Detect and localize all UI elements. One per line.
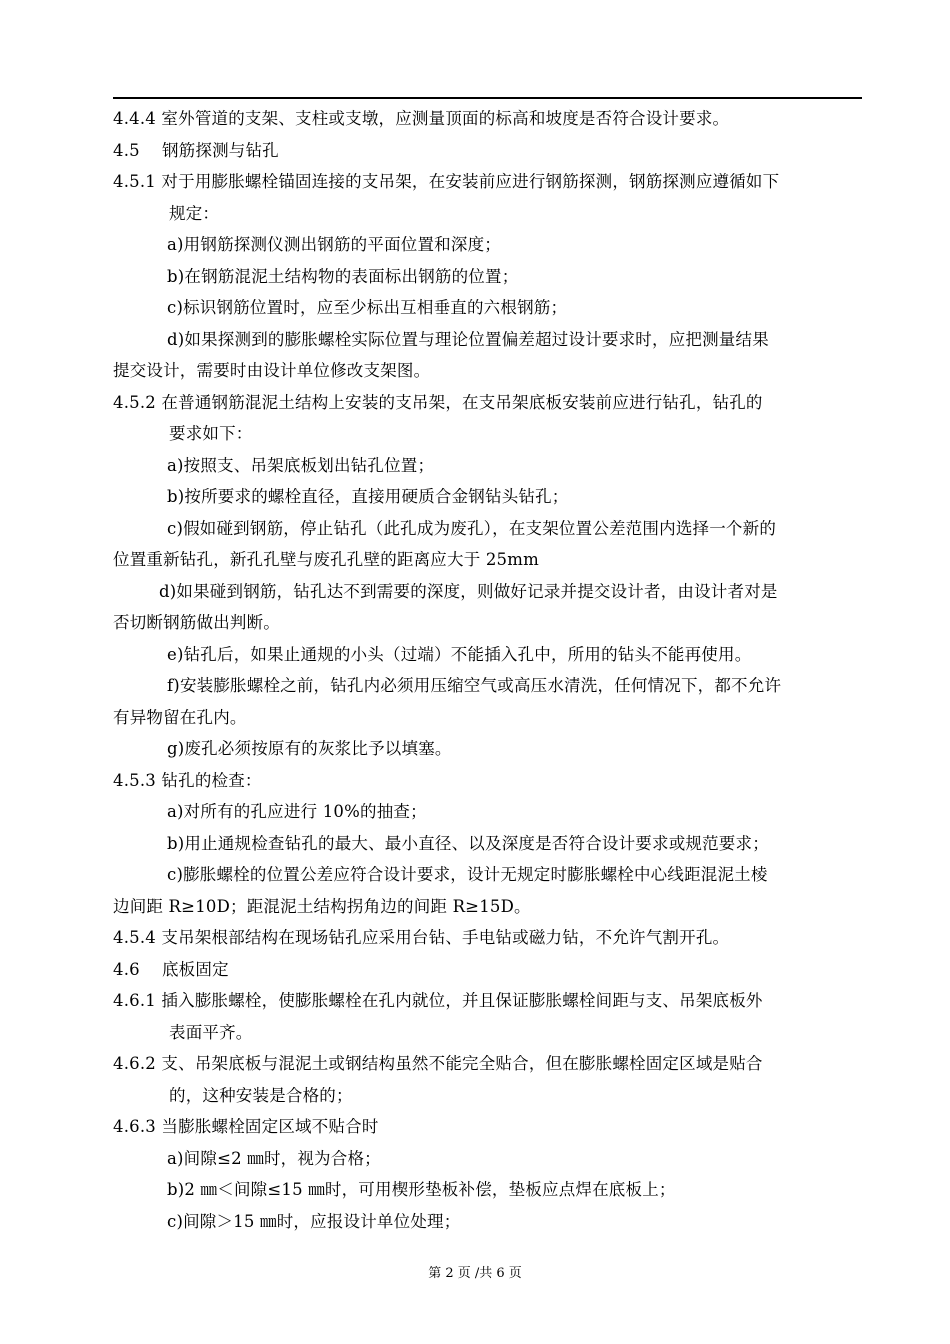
- paragraph-line: 提交设计，需要时由设计单位修改支架图。: [113, 361, 431, 380]
- section-heading: 4.6 底板固定: [113, 959, 229, 979]
- paragraph-line: 4.4.4 室外管道的支架、支柱或支墩，应测量顶面的标高和坡度是否符合设计要求。: [113, 109, 730, 128]
- list-item: g)废孔必须按原有的灰浆比予以填塞。: [167, 739, 452, 758]
- list-item: a)对所有的孔应进行 10%的抽查；: [167, 802, 427, 821]
- list-item: b)在钢筋混泥土结构物的表面标出钢筋的位置；: [167, 266, 519, 286]
- list-item: c)间隙＞15 ㎜时，应报设计单位处理；: [167, 1211, 461, 1231]
- paragraph-line: 否切断钢筋做出判断。: [113, 613, 280, 632]
- list-item: a)用钢筋探测仪测出钢筋的平面位置和深度；: [167, 235, 501, 254]
- list-item: c)标识钢筋位置时，应至少标出互相垂直的六根钢筋；: [167, 298, 568, 317]
- list-item: b)用止通规检查钻孔的最大、最小直径、以及深度是否符合设计要求或规范要求；: [167, 833, 769, 853]
- paragraph-line: 4.6.1 插入膨胀螺栓，使膨胀螺栓在孔内就位，并且保证膨胀螺栓间距与支、吊架底板外: [113, 991, 763, 1010]
- list-item: b)按所要求的螺栓直径，直接用硬质合金钢钻头钻孔；: [167, 487, 569, 506]
- list-item: a)按照支、吊架底板划出钻孔位置；: [167, 455, 435, 475]
- header-rule: [113, 97, 862, 99]
- paragraph-line: 有异物留在孔内。: [113, 707, 247, 727]
- paragraph-line: 位置重新钻孔，新孔孔壁与废孔孔壁的距离应大于 25mm: [113, 550, 539, 569]
- paragraph-line: 的，这种安装是合格的；: [169, 1085, 353, 1105]
- paragraph-line: 4.5.3 钻孔的检查：: [113, 770, 262, 790]
- list-item: b)2 ㎜＜间隙≤15 ㎜时，可用楔形垫板补偿，垫板应点焊在底板上；: [167, 1180, 676, 1199]
- paragraph-line: 表面平齐。: [169, 1022, 253, 1042]
- paragraph-line: 4.5.1 对于用膨胀螺栓锚固连接的支吊架，在安装前应进行钢筋探测，钢筋探测应遵循如下: [113, 172, 780, 191]
- list-item: c)膨胀螺栓的位置公差应符合设计要求，设计无规定时膨胀螺栓中心线距混泥土棱: [167, 865, 768, 884]
- list-item: a)间隙≤2 ㎜时，视为合格；: [167, 1148, 381, 1168]
- paragraph-line: 4.6.2 支、吊架底板与混泥土或钢结构虽然不能完全贴合，但在膨胀螺栓固定区域是贴合: [113, 1054, 763, 1073]
- paragraph-line: 要求如下：: [169, 424, 253, 443]
- list-item: e)钻孔后，如果止通规的小头（过端）不能插入孔中，所用的钻头不能再使用。: [167, 644, 752, 664]
- list-item: d)如果碰到钢筋，钻孔达不到需要的深度，则做好记录并提交设计者，由设计者对是: [159, 581, 778, 601]
- section-heading: 4.5 钢筋探测与钻孔: [113, 140, 279, 160]
- list-item: d)如果探测到的膨胀螺栓实际位置与理论位置偏差超过设计要求时，应把测量结果: [167, 329, 769, 349]
- page-number-footer: 第 2 页 /共 6 页: [428, 1266, 522, 1281]
- document-body: [113, 103, 862, 1237]
- paragraph-line: 4.5.4 支吊架根部结构在现场钻孔应采用台钻、手电钻或磁力钻，不允许气割开孔。: [113, 928, 730, 947]
- paragraph-line: 边间距 R≥10D；距混泥土结构拐角边的间距 R≥15D。: [113, 896, 531, 916]
- list-item: f)安装膨胀螺栓之前，钻孔内必须用压缩空气或高压水清洗，任何情况下，都不允许: [167, 676, 782, 695]
- list-item: c)假如碰到钢筋，停止钻孔（此孔成为废孔），在支架位置公差范围内选择一个新的: [167, 518, 777, 538]
- paragraph-line: 规定：: [169, 203, 220, 223]
- paragraph-line: 4.6.3 当膨胀螺栓固定区域不贴合时: [113, 1117, 379, 1136]
- paragraph-line: 4.5.2 在普通钢筋混泥土结构上安装的支吊架，在支吊架底板安装前应进行钻孔，钻孔的: [113, 392, 763, 412]
